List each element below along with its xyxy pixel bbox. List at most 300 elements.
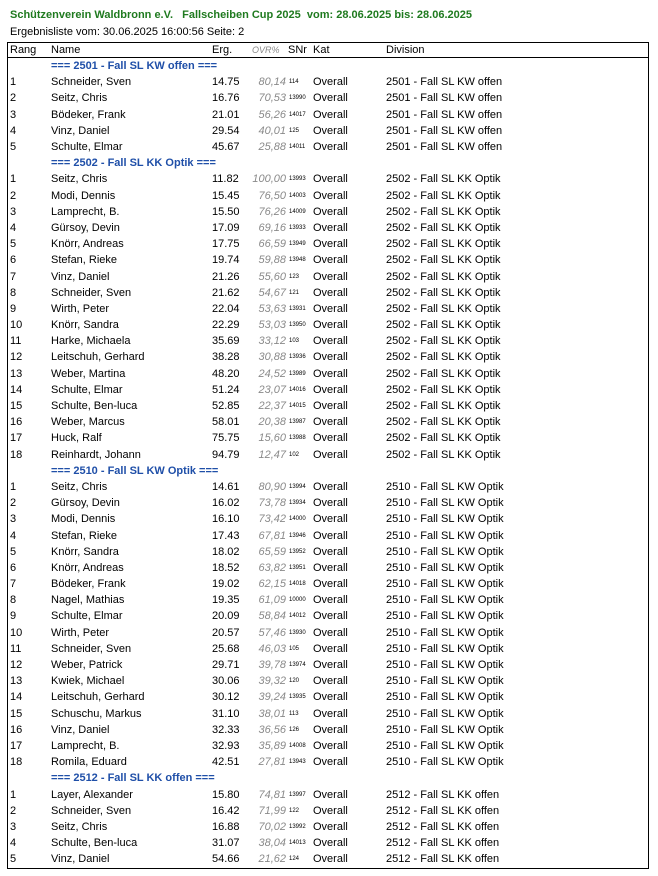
table-row	[8, 268, 648, 284]
rang-cell: 16	[10, 416, 23, 429]
name-cell: Vinz, Daniel	[51, 723, 110, 736]
category-cell: Overall	[313, 238, 348, 251]
start-number-cell: 13992	[289, 823, 306, 830]
table-row	[8, 349, 648, 365]
start-number-cell: 13990	[289, 95, 306, 102]
rang-cell: 4	[10, 221, 17, 234]
table-row	[8, 641, 648, 657]
overall-percent-cell: 30,88	[258, 351, 286, 364]
category-cell: Overall	[313, 804, 348, 817]
table-row	[8, 722, 648, 738]
header-row	[8, 43, 648, 58]
rang-cell: 2	[10, 92, 17, 105]
start-number-cell: 105	[289, 645, 300, 652]
name-cell: Schulte, Elmar	[51, 141, 123, 154]
rang-cell: 13	[10, 367, 23, 380]
start-number-cell: 124	[289, 856, 300, 863]
table-row	[8, 123, 648, 139]
rang-cell: 12	[10, 659, 23, 672]
category-cell: Overall	[313, 400, 348, 413]
start-number-cell: 13989	[289, 370, 306, 377]
table-row	[8, 188, 648, 204]
start-number-cell: 13950	[289, 322, 306, 329]
rang-cell: 12	[10, 351, 23, 364]
table-row	[8, 754, 648, 770]
overall-percent-cell: 36,56	[258, 723, 286, 736]
group-heading-spacer	[8, 770, 51, 786]
result-cell: 32.33	[212, 723, 240, 736]
category-cell: Overall	[313, 529, 348, 542]
rang-cell: 11	[10, 335, 22, 348]
overall-percent-cell: 63,82	[258, 561, 286, 574]
category-cell: Overall	[313, 92, 348, 105]
category-cell: Overall	[313, 480, 348, 493]
division-cell: 2510 - Fall SL KW Optik	[386, 659, 504, 672]
rang-cell: 1	[10, 76, 17, 89]
category-cell: Overall	[313, 416, 348, 429]
start-number-cell: 102	[289, 451, 300, 458]
result-cell: 45.67	[212, 141, 240, 154]
result-cell: 30.06	[212, 675, 240, 688]
category-cell: Overall	[313, 561, 348, 574]
division-cell: 2501 - Fall SL KW offen	[386, 92, 503, 105]
name-cell: Vinz, Daniel	[51, 270, 110, 283]
result-cell: 19.74	[212, 254, 240, 267]
start-number-cell: 13952	[289, 548, 306, 555]
name-cell: Schulte, Elmar	[51, 610, 123, 623]
start-number-cell: 13997	[289, 791, 306, 798]
table-row	[8, 592, 648, 608]
overall-percent-cell: 53,03	[258, 319, 286, 332]
start-number-cell: 13948	[289, 257, 306, 264]
result-cell: 29.71	[212, 659, 240, 672]
col-snr-header: SNr	[288, 43, 307, 56]
result-cell: 75.75	[212, 432, 240, 445]
result-cell: 14.75	[212, 76, 240, 89]
table-row	[8, 398, 648, 414]
division-cell: 2512 - Fall SL KK offen	[386, 837, 500, 850]
overall-percent-cell: 66,59	[258, 238, 286, 251]
rang-cell: 14	[10, 383, 23, 396]
rang-cell: 5	[10, 141, 17, 154]
rang-cell: 14	[10, 691, 23, 704]
category-cell: Overall	[313, 788, 348, 801]
start-number-cell: 13943	[289, 759, 306, 766]
result-cell: 94.79	[212, 448, 240, 461]
category-cell: Overall	[313, 302, 348, 315]
name-cell: Stefan, Rieke	[51, 254, 118, 267]
division-cell: 2502 - Fall SL KK Optik	[386, 189, 501, 202]
rang-cell: 5	[10, 238, 17, 251]
table-row	[8, 495, 648, 511]
result-cell: 16.02	[212, 497, 240, 510]
name-cell: Knörr, Sandra	[51, 545, 119, 558]
overall-percent-cell: 71,99	[258, 804, 286, 817]
overall-percent-cell: 69,16	[258, 221, 286, 234]
division-cell: 2510 - Fall SL KW Optik	[386, 610, 504, 623]
result-cell: 48.20	[212, 367, 240, 380]
division-cell: 2502 - Fall SL KK Optik	[386, 335, 501, 348]
start-number-cell: 13988	[289, 435, 306, 442]
table-row	[8, 107, 648, 123]
result-cell: 21.62	[212, 286, 240, 299]
name-cell: Bödeker, Frank	[51, 108, 126, 121]
division-cell: 2510 - Fall SL KW Optik	[386, 626, 504, 639]
start-number-cell: 14011	[289, 144, 306, 151]
name-cell: Schneider, Sven	[51, 76, 132, 89]
result-cell: 32.93	[212, 739, 240, 752]
start-number-cell: 14013	[289, 840, 306, 847]
category-cell: Overall	[313, 124, 348, 137]
division-cell: 2502 - Fall SL KK Optik	[386, 367, 501, 380]
result-cell: 31.07	[212, 837, 240, 850]
table-row	[8, 285, 648, 301]
start-number-cell: 14003	[289, 192, 306, 199]
overall-percent-cell: 20,38	[258, 416, 286, 429]
overall-percent-cell: 74,81	[258, 788, 286, 801]
division-cell: 2510 - Fall SL KW Optik	[386, 545, 504, 558]
overall-percent-cell: 80,14	[258, 76, 286, 89]
table-row	[8, 317, 648, 333]
start-number-cell: 121	[289, 289, 300, 296]
start-number-cell: 114	[289, 79, 299, 86]
overall-percent-cell: 27,81	[258, 756, 286, 769]
division-cell: 2502 - Fall SL KK Optik	[386, 205, 501, 218]
overall-percent-cell: 65,59	[258, 545, 286, 558]
rang-cell: 1	[10, 788, 17, 801]
rang-cell: 15	[10, 707, 23, 720]
table-row	[8, 625, 648, 641]
result-cell: 16.10	[212, 513, 240, 526]
name-cell: Seitz, Chris	[51, 173, 108, 186]
name-cell: Knörr, Andreas	[51, 238, 124, 251]
category-cell: Overall	[313, 141, 348, 154]
start-number-cell: 103	[289, 338, 300, 345]
division-cell: 2502 - Fall SL KK Optik	[386, 383, 501, 396]
category-cell: Overall	[313, 432, 348, 445]
overall-percent-cell: 35,89	[258, 739, 286, 752]
start-number-cell: 125	[289, 127, 300, 134]
overall-percent-cell: 22,37	[258, 400, 286, 413]
overall-percent-cell: 58,84	[258, 610, 286, 623]
name-cell: Leitschuh, Gerhard	[51, 351, 145, 364]
overall-percent-cell: 55,60	[258, 270, 286, 283]
group-heading-spacer	[8, 463, 51, 479]
division-group-heading	[8, 58, 648, 75]
category-cell: Overall	[313, 513, 348, 526]
rang-cell: 8	[10, 286, 17, 299]
division-cell: 2512 - Fall SL KK offen	[386, 820, 500, 833]
category-cell: Overall	[313, 837, 348, 850]
name-cell: Schulte, Ben-luca	[51, 837, 138, 850]
overall-percent-cell: 62,15	[258, 578, 286, 591]
rang-cell: 16	[10, 723, 23, 736]
rang-cell: 1	[10, 173, 17, 186]
table-row	[8, 527, 648, 543]
overall-percent-cell: 39,78	[258, 659, 286, 672]
name-cell: Vinz, Daniel	[51, 853, 110, 866]
overall-percent-cell: 59,88	[258, 254, 286, 267]
table-row	[8, 139, 648, 155]
division-cell: 2501 - Fall SL KW offen	[386, 76, 503, 89]
result-cell: 29.54	[212, 124, 240, 137]
report-subtitle: Ergebnisliste vom: 30.06.2025 16:00:56 Seite: 2	[10, 26, 245, 38]
start-number-cell: 13931	[289, 305, 306, 312]
start-number-cell: 13951	[289, 564, 306, 571]
rang-cell: 13	[10, 675, 23, 688]
category-cell: Overall	[313, 367, 348, 380]
table-row	[8, 851, 648, 867]
division-cell: 2510 - Fall SL KW Optik	[386, 691, 504, 704]
division-cell: 2502 - Fall SL KK Optik	[386, 221, 501, 234]
col-division-header: Division	[386, 43, 425, 56]
division-group-heading	[8, 770, 648, 786]
name-cell: Modi, Dennis	[51, 513, 116, 526]
result-cell: 15.45	[212, 189, 240, 202]
rang-cell: 4	[10, 124, 17, 137]
category-cell: Overall	[313, 820, 348, 833]
table-row	[8, 576, 648, 592]
division-cell: 2502 - Fall SL KK Optik	[386, 432, 501, 445]
result-cell: 38.28	[212, 351, 240, 364]
division-cell: 2510 - Fall SL KW Optik	[386, 642, 504, 655]
name-cell: Huck, Ralf	[51, 432, 102, 445]
overall-percent-cell: 25,88	[258, 141, 286, 154]
overall-percent-cell: 73,78	[258, 497, 286, 510]
start-number-cell: 14009	[289, 208, 306, 215]
result-cell: 21.01	[212, 108, 240, 121]
division-cell: 2510 - Fall SL KW Optik	[386, 497, 504, 510]
name-cell: Seitz, Chris	[51, 92, 108, 105]
result-cell: 14.61	[212, 480, 240, 493]
category-cell: Overall	[313, 610, 348, 623]
start-number-cell: 123	[289, 273, 300, 280]
name-cell: Knörr, Sandra	[51, 319, 119, 332]
category-cell: Overall	[313, 497, 348, 510]
division-cell: 2501 - Fall SL KW offen	[386, 124, 503, 137]
overall-percent-cell: 56,26	[258, 108, 286, 121]
category-cell: Overall	[313, 448, 348, 461]
overall-percent-cell: 80,90	[258, 480, 286, 493]
category-cell: Overall	[313, 626, 348, 639]
rang-cell: 5	[10, 545, 17, 558]
group-heading-label: === 2510 - Fall SL KW Optik ===	[51, 464, 219, 477]
name-cell: Schneider, Sven	[51, 642, 132, 655]
table-row	[8, 301, 648, 317]
division-cell: 2510 - Fall SL KW Optik	[386, 739, 504, 752]
overall-percent-cell: 76,50	[258, 189, 286, 202]
name-cell: Romila, Eduard	[51, 756, 127, 769]
table-row	[8, 90, 648, 106]
start-number-cell: 126	[289, 726, 300, 733]
result-cell: 52.85	[212, 400, 240, 413]
rang-cell: 15	[10, 400, 23, 413]
result-cell: 19.02	[212, 578, 240, 591]
division-cell: 2502 - Fall SL KK Optik	[386, 286, 501, 299]
name-cell: Layer, Alexander	[51, 788, 133, 801]
result-cell: 19.35	[212, 594, 240, 607]
category-cell: Overall	[313, 351, 348, 364]
category-cell: Overall	[313, 675, 348, 688]
division-cell: 2510 - Fall SL KW Optik	[386, 561, 504, 574]
overall-percent-cell: 53,63	[258, 302, 286, 315]
overall-percent-cell: 61,09	[258, 594, 286, 607]
name-cell: Weber, Martina	[51, 367, 126, 380]
name-cell: Wirth, Peter	[51, 302, 110, 315]
table-row	[8, 414, 648, 430]
table-row	[8, 560, 648, 576]
table-row	[8, 430, 648, 446]
start-number-cell: 14018	[289, 581, 306, 588]
division-cell: 2501 - Fall SL KW offen	[386, 141, 503, 154]
name-cell: Seitz, Chris	[51, 480, 108, 493]
result-cell: 16.88	[212, 820, 240, 833]
table-row	[8, 479, 648, 495]
col-kat-header: Kat	[313, 43, 330, 56]
rang-cell: 10	[10, 319, 23, 332]
category-cell: Overall	[313, 739, 348, 752]
name-cell: Seitz, Chris	[51, 820, 108, 833]
col-rang-header: Rang	[10, 43, 37, 56]
category-cell: Overall	[313, 335, 348, 348]
rang-cell: 6	[10, 254, 17, 267]
result-cell: 21.26	[212, 270, 240, 283]
division-cell: 2510 - Fall SL KW Optik	[386, 594, 504, 607]
result-cell: 16.42	[212, 804, 240, 817]
group-heading-label: === 2512 - Fall SL KK offen ===	[51, 772, 215, 785]
division-cell: 2502 - Fall SL KK Optik	[386, 270, 501, 283]
table-row	[8, 819, 648, 835]
division-cell: 2502 - Fall SL KK Optik	[386, 319, 501, 332]
start-number-cell: 120	[289, 678, 300, 685]
result-cell: 58.01	[212, 416, 240, 429]
table-row	[8, 74, 648, 90]
table-row	[8, 447, 648, 463]
name-cell: Schneider, Sven	[51, 286, 132, 299]
start-number-cell: 113	[289, 710, 299, 717]
division-cell: 2512 - Fall SL KK offen	[386, 853, 500, 866]
division-cell: 2510 - Fall SL KW Optik	[386, 707, 504, 720]
division-cell: 2502 - Fall SL KK Optik	[386, 416, 501, 429]
results-table	[8, 43, 648, 867]
overall-percent-cell: 23,07	[258, 383, 286, 396]
overall-percent-cell: 38,04	[258, 837, 286, 850]
category-cell: Overall	[313, 853, 348, 866]
division-cell: 2502 - Fall SL KK Optik	[386, 173, 501, 186]
overall-percent-cell: 73,42	[258, 513, 286, 526]
overall-percent-cell: 38,01	[258, 707, 286, 720]
name-cell: Wirth, Peter	[51, 626, 110, 639]
category-cell: Overall	[313, 286, 348, 299]
group-heading-label: === 2501 - Fall SL KW offen ===	[51, 60, 218, 73]
table-row	[8, 835, 648, 851]
rang-cell: 3	[10, 108, 17, 121]
table-row	[8, 706, 648, 722]
name-cell: Lamprecht, B.	[51, 739, 120, 752]
rang-cell: 18	[10, 756, 23, 769]
name-cell: Gürsoy, Devin	[51, 221, 120, 234]
result-cell: 30.12	[212, 691, 240, 704]
division-group-heading	[8, 155, 648, 171]
rang-cell: 4	[10, 837, 17, 850]
name-cell: Weber, Patrick	[51, 659, 123, 672]
table-row	[8, 786, 648, 802]
start-number-cell: 10000	[289, 597, 306, 604]
result-cell: 20.09	[212, 610, 240, 623]
category-cell: Overall	[313, 691, 348, 704]
result-cell: 17.09	[212, 221, 240, 234]
result-cell: 17.75	[212, 238, 240, 251]
name-cell: Schneider, Sven	[51, 804, 132, 817]
overall-percent-cell: 40,01	[258, 124, 286, 137]
result-cell: 18.52	[212, 561, 240, 574]
start-number-cell: 13946	[289, 532, 306, 539]
category-cell: Overall	[313, 642, 348, 655]
category-cell: Overall	[313, 659, 348, 672]
division-cell: 2502 - Fall SL KK Optik	[386, 448, 501, 461]
table-row	[8, 252, 648, 268]
name-cell: Knörr, Andreas	[51, 561, 124, 574]
table-row	[8, 382, 648, 398]
overall-percent-cell: 39,24	[258, 691, 286, 704]
category-cell: Overall	[313, 594, 348, 607]
start-number-cell: 14008	[289, 742, 306, 749]
rang-cell: 9	[10, 302, 17, 315]
table-row	[8, 657, 648, 673]
overall-percent-cell: 76,26	[258, 205, 286, 218]
start-number-cell: 13987	[289, 419, 306, 426]
division-cell: 2510 - Fall SL KW Optik	[386, 529, 504, 542]
division-cell: 2502 - Fall SL KK Optik	[386, 254, 501, 267]
overall-percent-cell: 12,47	[258, 448, 286, 461]
results-body	[8, 58, 648, 868]
rang-cell: 3	[10, 513, 17, 526]
start-number-cell: 13993	[289, 176, 306, 183]
name-cell: Schuschu, Markus	[51, 707, 142, 720]
result-cell: 25.68	[212, 642, 240, 655]
name-cell: Gürsoy, Devin	[51, 497, 120, 510]
division-cell: 2510 - Fall SL KW Optik	[386, 513, 504, 526]
division-cell: 2502 - Fall SL KK Optik	[386, 351, 501, 364]
rang-cell: 6	[10, 561, 17, 574]
division-cell: 2512 - Fall SL KK offen	[386, 788, 500, 801]
overall-percent-cell: 100,00	[252, 173, 286, 186]
result-cell: 22.04	[212, 302, 240, 315]
report-title: Schützenverein Waldbronn e.V. Fallscheiben Cup 2025 vom: 28.06.2025 bis: 28.06.2025	[10, 9, 472, 21]
group-heading-spacer	[8, 58, 51, 75]
name-cell: Stefan, Rieke	[51, 529, 118, 542]
category-cell: Overall	[313, 270, 348, 283]
category-cell: Overall	[313, 76, 348, 89]
overall-percent-cell: 21,62	[258, 853, 286, 866]
table-row	[8, 511, 648, 527]
rang-cell: 2	[10, 189, 17, 202]
table-row	[8, 236, 648, 252]
name-cell: Nagel, Mathias	[51, 594, 125, 607]
rang-cell: 11	[10, 642, 22, 655]
category-cell: Overall	[313, 723, 348, 736]
col-name-header: Name	[51, 43, 81, 56]
division-cell: 2501 - Fall SL KW offen	[386, 108, 503, 121]
name-cell: Harke, Michaela	[51, 335, 131, 348]
rang-cell: 3	[10, 820, 17, 833]
table-row	[8, 544, 648, 560]
division-cell: 2510 - Fall SL KW Optik	[386, 480, 504, 493]
start-number-cell: 13930	[289, 629, 306, 636]
division-group-heading	[8, 463, 648, 479]
category-cell: Overall	[313, 173, 348, 186]
rang-cell: 7	[10, 270, 17, 283]
